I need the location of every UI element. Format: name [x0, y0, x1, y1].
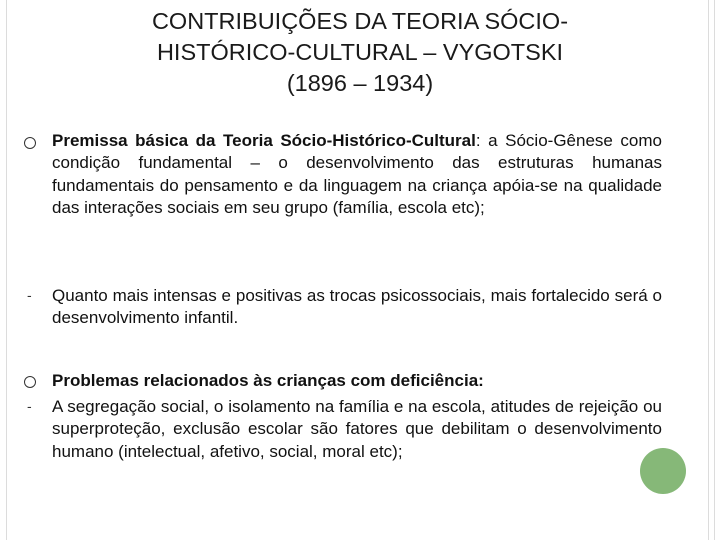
list-item-problemas — [52, 370, 662, 392]
ring-bullet-icon — [24, 137, 36, 149]
item-text: : a Sócio-Gênese como condição fundamental – o desenvolvimento das estruturas humanas fundamentais do pensamento e da linguagem na criança apóia-se na qualidade das interações sociais em seu grupo (família, escola etc); — [52, 131, 662, 217]
item-text: A segregação social, o isolamento na família e na escola, atitudes de rejeição ou superproteção, exclusão escolar são fatores que debilitam o desenvolvimento humano (intelectual, afetivo, social, moral etc); — [52, 397, 662, 461]
list-item-premissa — [52, 130, 662, 219]
frame-line-left — [6, 0, 7, 540]
title-line-2: HISTÓRICO-CULTURAL – VYGOTSKI — [156, 39, 564, 65]
frame-line-right-inner — [708, 0, 709, 540]
dash-bullet: - — [27, 287, 32, 303]
item-bold-lead: Premissa básica da Teoria Sócio-Histórico-Cultural — [52, 131, 476, 150]
dash-bullet: - — [27, 398, 32, 414]
frame-line-right-outer — [714, 0, 715, 540]
decorative-green-circle — [640, 448, 686, 494]
title-line-1: CONTRIBUIÇÕES DA TEORIA SÓCIO- — [151, 8, 569, 34]
slide-title — [40, 6, 680, 99]
item-bold-lead: Problemas relacionados às crianças com deficiência: — [52, 371, 484, 390]
list-item-segregacao — [52, 396, 662, 463]
title-line-3: (1896 – 1934) — [286, 70, 434, 96]
item-text: Quanto mais intensas e positivas as trocas psicossociais, mais fortalecido será o desenvolvimento infantil. — [52, 286, 662, 328]
ring-bullet-icon — [24, 376, 36, 388]
list-item-trocas — [52, 285, 662, 330]
